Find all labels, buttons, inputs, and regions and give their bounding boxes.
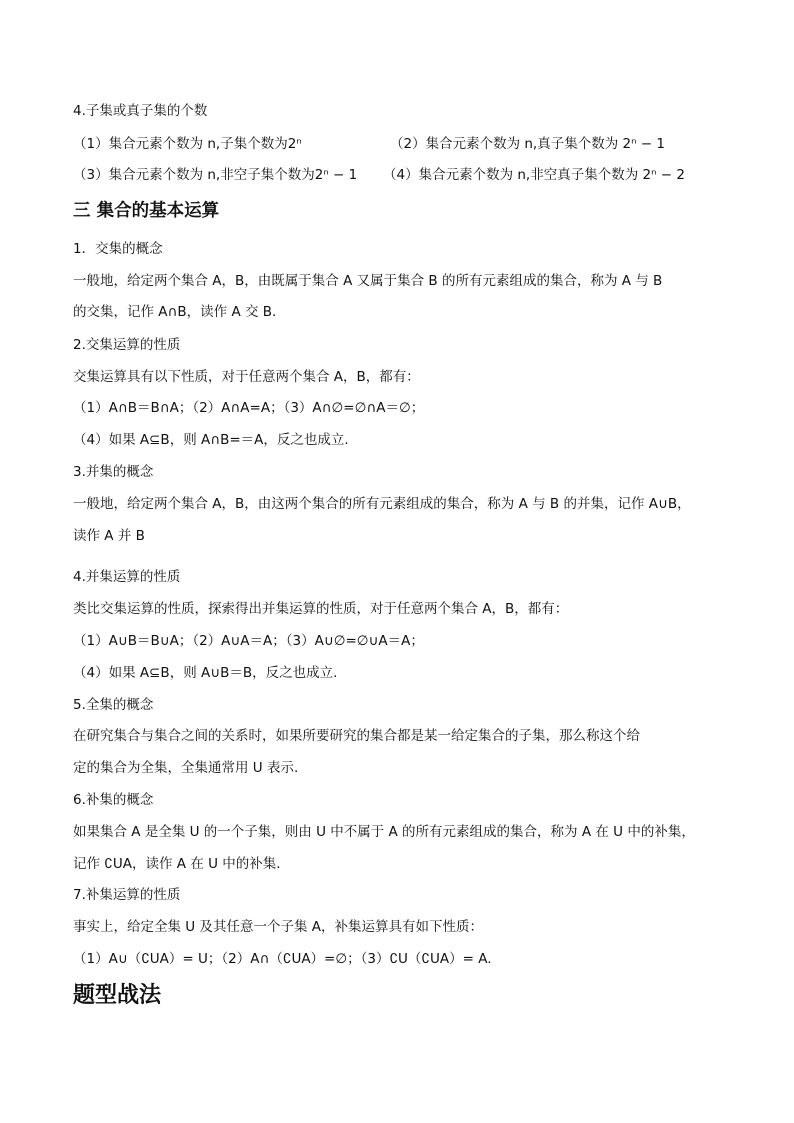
subsets-count-item-1: （1）集合元素个数为 n,子集个数为2ⁿ (73, 136, 302, 152)
subsets-count-item-4: （4）集合元素个数为 n,非空真子集个数为 2ⁿ − 2 (383, 167, 685, 183)
union-properties-line-2: （1）A∪B＝B∪A；（2）A∪A＝A；（3）A∪∅=∅∪A＝A； (73, 633, 424, 649)
subsets-count-item-3: （3）集合元素个数为 n,非空子集个数为2ⁿ − 1 (73, 167, 358, 183)
subsets-count-title: 4.子集或真子集的个数 (73, 103, 208, 119)
union-concept-line-1: 一般地，给定两个集合 A，B，由这两个集合的所有元素组成的集合，称为 A 与 B 的并集，记作 A∪B， (73, 496, 691, 512)
universal-set-line-2: 定的集合为全集，全集通常用 U 表示. (73, 760, 299, 776)
question-types-heading: 题型战法 (73, 983, 162, 1008)
complement-concept-line-1: 如果集合 A 是全集 U 的一个子集，则由 U 中不属于 A 的所有元素组成的集合，称为 A 在 U 中的补集， (73, 824, 695, 840)
intersection-concept-line-2: 的交集，记作 A∩B，读作 A 交 B. (73, 304, 277, 320)
complement-properties-line-1: 事实上，给定全集 U 及其任意一个子集 A，补集运算具有如下性质： (73, 919, 483, 935)
subsets-count-item-2: （2）集合元素个数为 n,真子集个数为 2ⁿ − 1 (390, 136, 665, 152)
complement-concept-line-2: 记作 ∁UA，读作 A 在 U 中的补集. (73, 856, 281, 872)
section-heading-set-operations: 三 集合的基本运算 (73, 201, 220, 221)
intersection-properties-line-3: （4）如果 A⊆B，则 A∩B=＝A，反之也成立. (73, 432, 349, 448)
complement-properties-title: 7.补集运算的性质 (73, 887, 181, 903)
union-concept-title: 3.并集的概念 (73, 464, 154, 480)
complement-properties-line-2: （1）A∪（∁UA）= U；（2）A∩（∁UA）=∅；（3）∁U（∁UA）= A. (73, 951, 492, 967)
union-properties-title: 4.并集运算的性质 (73, 569, 181, 585)
intersection-concept-line-1: 一般地，给定两个集合 A，B，由既属于集合 A 又属于集合 B 的所有元素组成的集合，称为 A 与 B (73, 273, 663, 289)
intersection-properties-line-2: （1）A∩B＝B∩A；（2）A∩A=A；（3）A∩∅=∅∩A＝∅； (73, 400, 425, 416)
union-properties-line-1: 类比交集运算的性质，探索得出并集运算的性质，对于任意两个集合 A，B，都有： (73, 601, 569, 617)
intersection-concept-title: 1．交集的概念 (73, 241, 163, 257)
union-concept-line-2: 读作 A 并 B (73, 528, 145, 544)
universal-set-line-1: 在研究集合与集合之间的关系时，如果所要研究的集合都是某一给定集合的子集，那么称这个给 (73, 728, 640, 744)
intersection-properties-line-1: 交集运算具有以下性质，对于任意两个集合 A，B，都有： (73, 369, 420, 385)
union-properties-line-3: （4）如果 A⊆B，则 A∪B＝B，反之也成立. (73, 665, 338, 681)
complement-concept-title: 6.补集的概念 (73, 792, 154, 808)
intersection-properties-title: 2.交集运算的性质 (73, 337, 181, 353)
universal-set-title: 5.全集的概念 (73, 697, 154, 713)
